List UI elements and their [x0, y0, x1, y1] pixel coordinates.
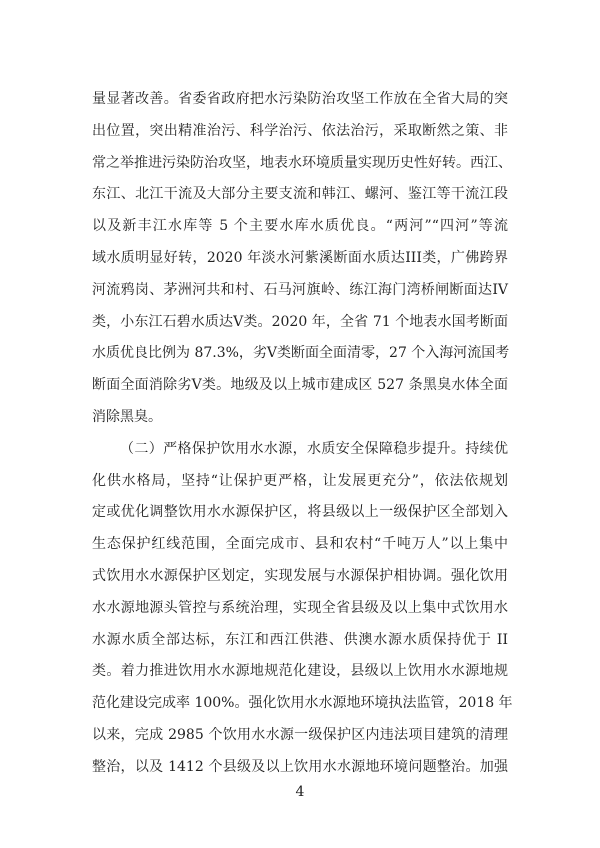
text-line: 水水源地源头管控与系统治理，实现全省县级及以上集中式饮用水 [92, 599, 508, 616]
text-line: 式饮用水水源保护区划定，实现发展与水源保护相协调。强化饮用 [92, 567, 508, 584]
text-line: 生态保护红线范围，全面完成市、县和农村“千吨万人”以上集中 [92, 536, 508, 553]
paragraph-water-quality [92, 84, 512, 434]
text-line: 类。着力推进饮用水水源地规范化建设，县级以上饮用水水源地规 [92, 663, 508, 680]
text-line: 水质优良比例为 87.3%，劣V类断面全面清零，27 个入海河流国考 [92, 345, 510, 362]
text-line: 化供水格局，坚持“让保护更严格，让发展更充分”，依法依规划 [92, 472, 508, 489]
text-line: 以来，完成 2985 个饮用水水源一级保护区内违法项目建筑的清理 [92, 726, 508, 743]
text-line: 东江、北江干流及大部分主要支流和韩江、螺河、鉴江等干流江段 [92, 186, 508, 203]
text-line: 断面全面消除劣V类。地级及以上城市建成区 527 条黑臭水体全面 [92, 377, 508, 394]
text-line: 常之举推进污染防治攻坚，地表水环境质量实现历史性好转。西江、 [92, 154, 512, 171]
text-line: 水源水质全部达标，东江和西江供港、供澳水源水质保持优于 II [92, 631, 508, 648]
text-line: 定或优化调整饮用水水源保护区，将县级以上一级保护区全部划入 [92, 504, 508, 521]
text-line: 类，小东江石碧水质达V类。2020 年，全省 71 个地表水国考断面 [92, 313, 508, 330]
text-line: 消除黑臭。 [92, 408, 162, 425]
text-line: 出位置，突出精准治污、科学治污、依法治污，采取断然之策、非 [92, 122, 508, 139]
text-line: 以及新丰江水库等 5 个主要水库水质优良。“两河”“四河”等流 [92, 218, 508, 235]
text-line: 整治，以及 1412 个县级及以上饮用水水源地环境问题整治。加强 [92, 758, 508, 775]
paragraph-drinking-water [92, 434, 513, 784]
text-line: 量显著改善。省委省政府把水污染防治攻坚工作放在全省大局的突 [92, 91, 508, 107]
text-line: 河流鸦岗、茅洲河共和村、石马河旗岭、练江海门湾桥闸断面达IV [92, 281, 508, 298]
text-line: 范化建设完成率 100%。强化饮用水水源地环境执法监管，2018 年 [92, 695, 513, 712]
section-heading-line: （二）严格保护饮用水水源，水质安全保障稳步提升。持续优 [120, 440, 508, 457]
page-number: 4 [295, 784, 305, 800]
text-line: 域水质明显好转，2020 年淡水河紫溪断面水质达III类，广佛跨界 [92, 249, 508, 266]
document-body [92, 84, 513, 784]
